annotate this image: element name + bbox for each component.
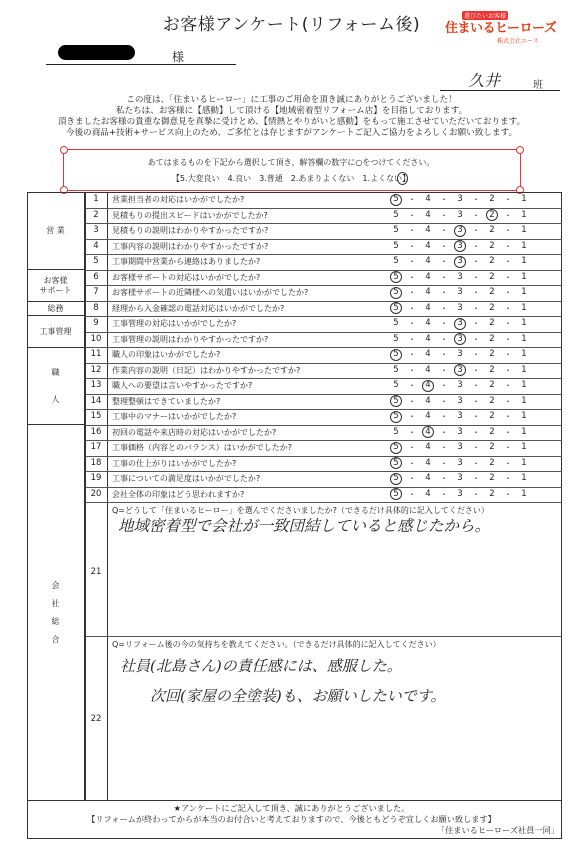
- score-separator: ・: [472, 396, 480, 406]
- score-option: 2: [489, 380, 495, 390]
- score-option: 3: [457, 442, 463, 452]
- answer-circle: [422, 426, 434, 438]
- score-option: 5: [393, 488, 399, 499]
- score-separator: ・: [504, 226, 512, 235]
- score-option: 2: [489, 256, 495, 266]
- question-number: 6: [85, 271, 108, 284]
- score-option: 3: [457, 411, 463, 421]
- question-text: お客様サポートの近隣様への気遣いはいかがでしたか?: [112, 288, 309, 297]
- score-option: 2: [489, 442, 495, 452]
- score-option: 1: [521, 271, 527, 282]
- intro-text: この度は、「住まいるヒーロー」に工事のご用命を頂き誠にありがとうございました！ 私たちは、お客様に【感動】して頂ける【地域密着型リフォーム店】を目指しております。 頂きましたお客様の貴重な御意見を真摯に受けとめ、【情熱とやりがいと感動】をもって施工させていただいております。 今後の商品+技術+サービス向上のため、ご多忙とは存じますがアンケートご記入ご協力をよろしくお願い致します。: [57, 95, 526, 138]
- score-option: 5: [393, 333, 399, 344]
- score-option: 2: [489, 240, 495, 251]
- score-option: 5: [393, 473, 399, 483]
- score-option: 2: [489, 225, 495, 235]
- score-option: 1: [521, 256, 527, 266]
- team-suffix-label: 班: [533, 80, 543, 91]
- score-option: 3: [457, 271, 463, 282]
- score-option: 5: [393, 194, 399, 204]
- score-separator: ・: [504, 427, 512, 437]
- score-separator: ・: [408, 427, 416, 437]
- question-number: 4: [85, 240, 108, 253]
- score-option: 4: [425, 395, 431, 406]
- score-option: 1: [521, 318, 527, 328]
- score-separator: ・: [472, 474, 480, 483]
- score-option: 4: [425, 349, 431, 359]
- score-separator: ・: [408, 458, 416, 468]
- score-option: 3: [457, 426, 463, 437]
- question-number: 13: [85, 379, 108, 392]
- footer-line-2: 【リフォームが終わってからが本当のお付合いと考えておりますので、今後ともどうぞ宜しくお願い致します】: [87, 814, 496, 824]
- question-text: 営業担当者の対応はいかがでしたか?: [112, 195, 245, 204]
- score-option: 5: [393, 209, 399, 220]
- score-option: 1: [521, 225, 527, 235]
- score-option: 2: [489, 473, 495, 483]
- score-option: 4: [425, 318, 431, 328]
- score-option: 4: [425, 194, 431, 204]
- footer-line-1: ★アンケートにご記入して頂き、誠にありがとうございました。: [173, 803, 410, 813]
- score-option: 4: [425, 302, 431, 313]
- score-option: 2: [489, 209, 495, 220]
- score-separator: ・: [408, 365, 416, 375]
- q22-handwritten-answer-line1: 社員(北島さん)の責任感には、感服した。: [120, 657, 402, 675]
- score-separator: ・: [504, 350, 512, 359]
- answer-circle: [454, 364, 466, 376]
- score-option: 1: [521, 457, 527, 468]
- instruction-line-2: 【5.大変良い 4.良い 3.普通 2.あまりよくない 1.よくない】: [171, 174, 411, 183]
- category-construction-management: [27, 316, 85, 348]
- score-separator: ・: [472, 195, 480, 204]
- question-number: 11: [85, 348, 108, 361]
- score-separator: ・: [504, 257, 512, 266]
- score-separator: ・: [504, 396, 512, 406]
- answer-circle: [454, 240, 466, 252]
- question-number: 18: [85, 457, 108, 470]
- score-separator: ・: [408, 334, 416, 344]
- question-text: 工事管理の説明はわかりやすかったですか?: [112, 334, 269, 344]
- score-option: 3: [457, 457, 463, 468]
- survey-title: お客様アンケート(リフォーム後): [162, 15, 421, 35]
- score-separator: ・: [408, 319, 416, 328]
- question-text: 作業内容の説明（日記）はわかりやすかったですか?: [112, 365, 301, 375]
- score-separator: ・: [472, 319, 480, 328]
- score-option: 4: [425, 364, 431, 375]
- answer-circle: [390, 442, 402, 454]
- score-separator: ・: [440, 195, 448, 204]
- score-separator: ・: [504, 195, 512, 204]
- score-option: 2: [489, 349, 495, 359]
- score-option: 2: [489, 318, 495, 328]
- q22-handwritten-answer-line2: 次回(家屋の全塗装)も、お願いしたいです。: [150, 687, 446, 705]
- score-separator: ・: [440, 365, 448, 375]
- question-number: 20: [85, 488, 108, 501]
- score-option: 3: [457, 194, 463, 204]
- score-option: 3: [457, 318, 463, 328]
- score-separator: ・: [472, 489, 480, 499]
- score-option: 3: [457, 488, 463, 499]
- name-underline: [46, 64, 236, 65]
- score-option: 1: [521, 364, 527, 375]
- score-option: 3: [457, 380, 463, 390]
- category-overall-label: 会 社 総 合: [51, 581, 60, 644]
- score-option: 5: [393, 395, 399, 406]
- score-option: 1: [521, 287, 527, 297]
- score-option: 4: [425, 287, 431, 297]
- score-separator: ・: [472, 443, 480, 452]
- answer-circle: [390, 457, 402, 469]
- score-option: 4: [425, 426, 431, 437]
- score-separator: ・: [504, 334, 512, 344]
- question-text: 工事の仕上がりはいかがでしたか?: [112, 458, 237, 468]
- score-option: 3: [457, 240, 463, 251]
- instruction-box-corner: [60, 146, 68, 154]
- score-separator: ・: [504, 443, 512, 452]
- score-separator: ・: [472, 365, 480, 375]
- score-option: 5: [393, 318, 399, 328]
- score-separator: ・: [504, 412, 512, 421]
- redacted-customer-name: [58, 45, 135, 60]
- score-option: 3: [457, 256, 463, 266]
- score-separator: ・: [408, 257, 416, 266]
- answer-circle: [390, 473, 402, 485]
- score-option: 4: [425, 271, 431, 282]
- question-text: 工事中のマナーはいかがでしたか?: [112, 412, 237, 421]
- question-number: 3: [85, 224, 108, 237]
- score-separator: ・: [440, 288, 448, 297]
- q22-number: 22: [90, 714, 102, 724]
- score-option: 3: [457, 395, 463, 406]
- score-separator: ・: [472, 334, 480, 344]
- score-separator: ・: [504, 303, 512, 313]
- answer-circle: [390, 302, 402, 314]
- question-number: 2: [85, 209, 108, 222]
- q21-handwritten-answer: 地域密着型で会社が一致団結していると感じたから。: [118, 517, 491, 535]
- score-option: 4: [425, 240, 431, 251]
- score-separator: ・: [440, 458, 448, 468]
- score-separator: ・: [504, 241, 512, 251]
- score-option: 5: [393, 287, 399, 297]
- score-option: 3: [457, 302, 463, 313]
- answer-circle: [390, 287, 402, 299]
- category-craftsman-label: 職 人: [51, 368, 60, 404]
- question-text: 職人への要望は言いやすかったですか?: [112, 381, 253, 390]
- score-separator: ・: [504, 319, 512, 328]
- team-name-handwritten: 久井: [468, 71, 501, 90]
- question-number: 12: [85, 364, 108, 377]
- category-customer-support: [27, 270, 85, 302]
- category-craftsman: [27, 348, 85, 425]
- score-separator: ・: [472, 257, 480, 266]
- score-separator: ・: [472, 210, 480, 220]
- question-text: 初回の電話や来店時の対応はいかがでしたか?: [112, 427, 277, 437]
- score-option: 3: [457, 364, 463, 375]
- score-separator: ・: [408, 195, 416, 204]
- score-separator: ・: [408, 303, 416, 313]
- score-separator: ・: [408, 272, 416, 282]
- score-separator: ・: [440, 257, 448, 266]
- answer-circle: [390, 411, 402, 423]
- score-separator: ・: [440, 350, 448, 359]
- score-option: 4: [425, 380, 431, 390]
- score-option: 2: [489, 364, 495, 375]
- score-option: 5: [393, 349, 399, 359]
- score-option: 1: [521, 488, 527, 499]
- score-option: 5: [393, 364, 399, 375]
- score-option: 1: [521, 333, 527, 344]
- score-option: 5: [393, 411, 399, 421]
- score-separator: ・: [440, 427, 448, 437]
- score-option: 2: [489, 488, 495, 499]
- category-general-affairs-label: 総務: [47, 303, 64, 313]
- score-separator: ・: [504, 458, 512, 468]
- score-separator: ・: [472, 241, 480, 251]
- question-number: 10: [85, 333, 108, 346]
- answer-circle: [390, 271, 402, 283]
- score-option: 4: [425, 411, 431, 421]
- score-separator: ・: [504, 288, 512, 297]
- score-option: 5: [393, 426, 399, 437]
- example-circle-mark: [397, 172, 408, 185]
- score-separator: ・: [440, 272, 448, 282]
- score-separator: ・: [472, 381, 480, 390]
- answer-circle: [486, 209, 498, 221]
- score-separator: ・: [408, 241, 416, 251]
- score-option: 2: [489, 194, 495, 204]
- score-option: 1: [521, 395, 527, 406]
- footer-signature: 「住まいるヒーローズ社員一同」: [436, 825, 559, 835]
- question-number: 14: [85, 395, 108, 408]
- category-support-label: お客様 サポート: [39, 275, 72, 295]
- company-logo: 住まいるヒーローズ: [445, 21, 557, 36]
- score-option: 4: [425, 488, 431, 499]
- score-separator: ・: [472, 272, 480, 282]
- score-separator: ・: [504, 210, 512, 220]
- question-text: お客様サポートの対応はいかがでしたか?: [112, 272, 261, 282]
- score-separator: ・: [472, 350, 480, 359]
- question-number: 5: [85, 255, 108, 268]
- score-option: 3: [457, 349, 463, 359]
- q22-question: Q=リフォーム後の今の気持ちを教えてください。（できるだけ具体的に記入してください）: [112, 640, 441, 649]
- score-separator: ・: [408, 210, 416, 220]
- score-option: 5: [393, 457, 399, 468]
- score-option: 1: [521, 194, 527, 204]
- question-text: 工事価格（内容とのバランス）はいかがでしたか?: [112, 443, 293, 452]
- answer-circle: [390, 488, 402, 500]
- score-option: 1: [521, 411, 527, 421]
- score-separator: ・: [408, 474, 416, 483]
- score-option: 1: [521, 349, 527, 359]
- score-option: 1: [521, 473, 527, 483]
- q21-number: 21: [90, 567, 102, 577]
- score-option: 5: [393, 240, 399, 251]
- answer-circle: [422, 380, 434, 392]
- question-number: 19: [85, 472, 108, 485]
- score-separator: ・: [440, 241, 448, 251]
- score-option: 2: [489, 333, 495, 344]
- score-separator: ・: [472, 427, 480, 437]
- score-separator: ・: [440, 489, 448, 499]
- score-option: 4: [425, 209, 431, 220]
- score-option: 4: [425, 256, 431, 266]
- score-option: 4: [425, 225, 431, 235]
- category-construction-label: 工事管理: [39, 326, 72, 336]
- score-separator: ・: [472, 288, 480, 297]
- score-option: 1: [521, 380, 527, 390]
- question-number: 1: [85, 193, 108, 206]
- question-number: 7: [85, 286, 108, 299]
- score-option: 1: [521, 240, 527, 251]
- question-text: 会社全体の印象はどう思われますか?: [112, 489, 245, 499]
- score-separator: ・: [440, 210, 448, 220]
- score-option: 1: [521, 302, 527, 313]
- score-separator: ・: [504, 489, 512, 499]
- question-number: 9: [85, 317, 108, 330]
- score-option: 2: [489, 411, 495, 421]
- score-option: 2: [489, 287, 495, 297]
- category-sales-label: 営 業: [46, 225, 65, 235]
- honorific-label: 様: [172, 50, 185, 64]
- score-option: 3: [457, 225, 463, 235]
- question-number: 15: [85, 410, 108, 423]
- score-separator: ・: [440, 334, 448, 344]
- category-sales: [27, 192, 85, 270]
- question-text: 見積もりの提出スピードはいかがでしたか?: [112, 210, 268, 220]
- score-separator: ・: [472, 226, 480, 235]
- score-option: 3: [457, 473, 463, 483]
- score-separator: ・: [440, 474, 448, 483]
- score-option: 3: [457, 209, 463, 220]
- q21-question: Q=どうして「住まいるヒーロー」を選んでくださいましたか?（できるだけ具体的に記入してください）: [112, 506, 489, 515]
- question-text: 職人の印象はいかがでしたか?: [112, 350, 221, 359]
- score-separator: ・: [504, 365, 512, 375]
- question-number: 17: [85, 441, 108, 454]
- answer-circle: [454, 318, 466, 330]
- question-text: 経理から入金確認の電話対応はいかがでしたか?: [112, 303, 285, 313]
- score-option: 5: [393, 380, 399, 390]
- score-option: 2: [489, 426, 495, 437]
- answer-circle: [454, 225, 466, 237]
- score-separator: ・: [504, 474, 512, 483]
- score-separator: ・: [472, 458, 480, 468]
- q21-top-border: [85, 502, 562, 503]
- score-option: 5: [393, 302, 399, 313]
- score-separator: ・: [472, 412, 480, 421]
- score-separator: ・: [408, 288, 416, 297]
- score-option: 2: [489, 302, 495, 313]
- score-option: 2: [489, 271, 495, 282]
- company-logo-sub: 株式会社エース: [497, 38, 539, 45]
- question-text: 工事管理の対応はいかがでしたか?: [112, 319, 237, 328]
- number-column-divider: [107, 502, 108, 800]
- table-bottom-border: [27, 800, 562, 801]
- instruction-box-corner: [516, 146, 524, 154]
- logo-tagline: 選びたいお客様: [464, 13, 507, 20]
- score-option: 4: [425, 442, 431, 452]
- score-option: 4: [425, 333, 431, 344]
- score-option: 1: [521, 209, 527, 220]
- answer-circle: [390, 194, 402, 206]
- question-text: 工事についての満足度はいかがでしたか?: [112, 474, 261, 483]
- score-option: 5: [393, 256, 399, 266]
- score-separator: ・: [440, 381, 448, 390]
- question-number: 16: [85, 426, 108, 439]
- answer-circle: [454, 256, 466, 268]
- question-number: 8: [85, 302, 108, 315]
- score-separator: ・: [408, 226, 416, 235]
- score-separator: ・: [504, 381, 512, 390]
- category-general-affairs: [27, 302, 85, 316]
- question-text: 整理整頓はできていましたか?: [112, 396, 221, 406]
- score-separator: ・: [472, 303, 480, 313]
- score-separator: ・: [408, 396, 416, 406]
- score-separator: ・: [408, 443, 416, 452]
- answer-circle: [390, 395, 402, 407]
- q22-top-border: [85, 636, 562, 637]
- score-separator: ・: [440, 303, 448, 313]
- score-separator: ・: [440, 412, 448, 421]
- question-text: 工事内容の説明はわかりやすかったですか?: [112, 241, 269, 251]
- footer-thanks: [0, 803, 583, 825]
- score-separator: ・: [408, 350, 416, 359]
- score-option: 3: [457, 333, 463, 344]
- score-option: 5: [393, 442, 399, 452]
- score-separator: ・: [408, 489, 416, 499]
- score-option: 2: [489, 395, 495, 406]
- score-option: 2: [489, 457, 495, 468]
- category-company-overall: [27, 425, 85, 800]
- score-separator: ・: [408, 381, 416, 390]
- score-option: 4: [425, 457, 431, 468]
- score-option: 5: [393, 271, 399, 282]
- score-separator: ・: [440, 396, 448, 406]
- score-option: 4: [425, 473, 431, 483]
- instruction-line-1: あてはまるものを下記から選択して頂き、解答欄の数字に○をつけてください。: [147, 158, 435, 167]
- score-option: 1: [521, 442, 527, 452]
- question-text: 見積もりの説明はわかりやすかったですか?: [112, 226, 269, 235]
- score-separator: ・: [440, 319, 448, 328]
- instruction-box: [63, 149, 521, 191]
- score-option: 5: [393, 225, 399, 235]
- score-option: 3: [457, 287, 463, 297]
- answer-circle: [454, 333, 466, 345]
- score-separator: ・: [504, 272, 512, 282]
- score-option: 1: [521, 426, 527, 437]
- answer-circle: [390, 349, 402, 361]
- question-text: 工事期間中営業から連絡はありましたか?: [112, 257, 261, 266]
- score-separator: ・: [440, 226, 448, 235]
- score-separator: ・: [408, 412, 416, 421]
- score-separator: ・: [440, 443, 448, 452]
